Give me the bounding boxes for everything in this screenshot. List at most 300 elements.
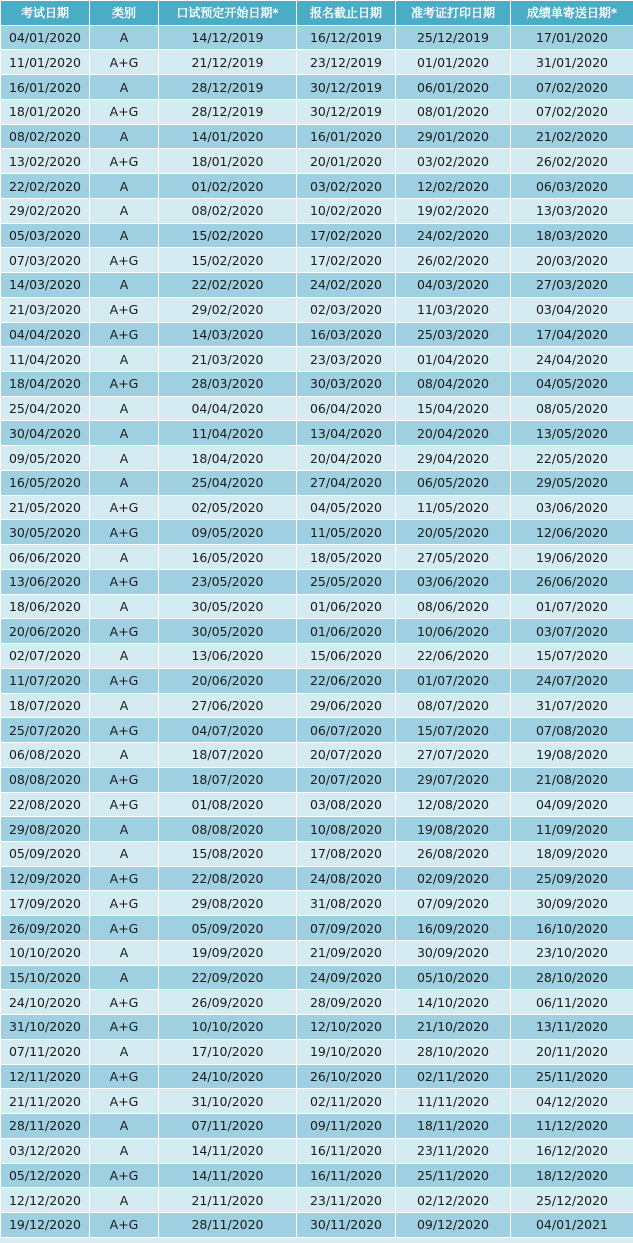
cell-exam-date: 30/04/2020 <box>1 421 90 446</box>
table-row <box>1 866 633 891</box>
cell-category: A <box>90 396 159 421</box>
cell-speaking-start-date: 18/04/2020 <box>159 446 297 471</box>
cell-score-report-date: 08/05/2020 <box>511 396 633 421</box>
cell-exam-date: 07/11/2020 <box>1 1039 90 1064</box>
cell-speaking-start-date: 14/01/2020 <box>159 124 297 149</box>
cell-exam-date: 30/05/2020 <box>1 520 90 545</box>
cell-speaking-start-date: 28/12/2019 <box>159 99 297 124</box>
cell-category: A+G <box>90 767 159 792</box>
cell-admission-ticket-date: 29/04/2020 <box>396 446 511 471</box>
header-score-report-date: 成绩单寄送日期* <box>511 1 633 26</box>
cell-registration-deadline: 16/12/2019 <box>297 25 396 50</box>
cell-score-report-date: 31/01/2020 <box>511 50 633 75</box>
cell-speaking-start-date: 23/05/2020 <box>159 569 297 594</box>
cell-category: A+G <box>90 619 159 644</box>
cell-exam-date: 17/09/2020 <box>1 891 90 916</box>
cell-category: A <box>90 347 159 372</box>
cell-speaking-start-date: 29/02/2020 <box>159 297 297 322</box>
table-row <box>1 545 633 570</box>
cell-category: A <box>90 817 159 842</box>
table-row <box>1 520 633 545</box>
cell-registration-deadline: 20/07/2020 <box>297 743 396 768</box>
cell-speaking-start-date: 05/09/2020 <box>159 916 297 941</box>
cell-exam-date: 07/03/2020 <box>1 248 90 273</box>
table-row <box>1 1114 633 1139</box>
cell-score-report-date: 20/11/2020 <box>511 1039 633 1064</box>
cell-score-report-date: 06/11/2020 <box>511 990 633 1015</box>
header-category: 类别 <box>90 1 159 26</box>
cell-category: A+G <box>90 1163 159 1188</box>
cell-category: A <box>90 174 159 199</box>
cell-speaking-start-date: 28/03/2020 <box>159 372 297 397</box>
cell-admission-ticket-date: 01/01/2020 <box>396 50 511 75</box>
cell-speaking-start-date: 13/06/2020 <box>159 644 297 669</box>
cell-registration-deadline: 30/11/2020 <box>297 1212 396 1237</box>
table-row <box>1 965 633 990</box>
cell-category: A <box>90 75 159 100</box>
cell-score-report-date: 31/07/2020 <box>511 693 633 718</box>
cell-category: A <box>90 594 159 619</box>
table-row <box>1 1064 633 1089</box>
cell-score-report-date: 04/09/2020 <box>511 792 633 817</box>
cell-category: A <box>90 1039 159 1064</box>
cell-admission-ticket-date: 16/09/2020 <box>396 916 511 941</box>
cell-admission-ticket-date: 24/02/2020 <box>396 223 511 248</box>
cell-speaking-start-date: 11/04/2020 <box>159 421 297 446</box>
cell-admission-ticket-date: 01/04/2020 <box>396 347 511 372</box>
table-row <box>1 990 633 1015</box>
cell-exam-date: 25/04/2020 <box>1 396 90 421</box>
cell-admission-ticket-date: 20/05/2020 <box>396 520 511 545</box>
cell-admission-ticket-date: 14/10/2020 <box>396 990 511 1015</box>
cell-exam-date: 06/06/2020 <box>1 545 90 570</box>
cell-category: A <box>90 470 159 495</box>
cell-registration-deadline: 21/09/2020 <box>297 940 396 965</box>
cell-admission-ticket-date: 06/05/2020 <box>396 470 511 495</box>
table-row <box>1 421 633 446</box>
cell-registration-deadline: 24/08/2020 <box>297 866 396 891</box>
cell-category: A <box>90 273 159 298</box>
cell-score-report-date: 22/05/2020 <box>511 446 633 471</box>
cell-admission-ticket-date: 18/11/2020 <box>396 1114 511 1139</box>
cell-admission-ticket-date: 29/07/2020 <box>396 767 511 792</box>
table-row <box>1 372 633 397</box>
cell-speaking-start-date: 15/02/2020 <box>159 248 297 273</box>
cell-speaking-start-date: 22/02/2020 <box>159 273 297 298</box>
cell-registration-deadline: 25/05/2020 <box>297 569 396 594</box>
cell-exam-date: 11/04/2020 <box>1 347 90 372</box>
cell-admission-ticket-date: 27/05/2020 <box>396 545 511 570</box>
cell-exam-date: 29/02/2020 <box>1 198 90 223</box>
cell-score-report-date: 03/04/2020 <box>511 297 633 322</box>
cell-exam-date: 10/10/2020 <box>1 940 90 965</box>
cell-registration-deadline: 16/11/2020 <box>297 1163 396 1188</box>
cell-exam-date: 20/06/2020 <box>1 619 90 644</box>
cell-admission-ticket-date: 06/01/2020 <box>396 75 511 100</box>
cell-category: A <box>90 841 159 866</box>
cell-score-report-date: 26/06/2020 <box>511 569 633 594</box>
cell-admission-ticket-date: 09/12/2020 <box>396 1212 511 1237</box>
cell-speaking-start-date: 28/12/2019 <box>159 75 297 100</box>
cell-registration-deadline: 23/12/2019 <box>297 50 396 75</box>
cell-registration-deadline: 03/08/2020 <box>297 792 396 817</box>
table-row <box>1 767 633 792</box>
table-row <box>1 248 633 273</box>
cell-registration-deadline: 28/09/2020 <box>297 990 396 1015</box>
cell-category: A <box>90 124 159 149</box>
cell-exam-date: 29/08/2020 <box>1 817 90 842</box>
cell-category: A <box>90 545 159 570</box>
cell-registration-deadline: 04/05/2020 <box>297 495 396 520</box>
cell-exam-date: 04/01/2020 <box>1 25 90 50</box>
cell-category: A+G <box>90 297 159 322</box>
cell-category: A+G <box>90 866 159 891</box>
table-row <box>1 470 633 495</box>
cell-speaking-start-date: 10/10/2020 <box>159 1015 297 1040</box>
cell-category: A+G <box>90 50 159 75</box>
cell-admission-ticket-date: 08/06/2020 <box>396 594 511 619</box>
cell-speaking-start-date: 29/08/2020 <box>159 891 297 916</box>
cell-score-report-date: 13/11/2020 <box>511 1015 633 1040</box>
table-row <box>1 817 633 842</box>
cell-category: A <box>90 965 159 990</box>
cell-registration-deadline: 12/10/2020 <box>297 1015 396 1040</box>
cell-admission-ticket-date: 08/01/2020 <box>396 99 511 124</box>
cell-speaking-start-date: 28/11/2020 <box>159 1212 297 1237</box>
cell-registration-deadline: 23/11/2020 <box>297 1188 396 1213</box>
cell-score-report-date: 12/06/2020 <box>511 520 633 545</box>
cell-category: A+G <box>90 149 159 174</box>
header-registration-deadline: 报名截止日期 <box>297 1 396 26</box>
table-row <box>1 718 633 743</box>
cell-score-report-date: 25/11/2020 <box>511 1064 633 1089</box>
cell-score-report-date: 16/12/2020 <box>511 1138 633 1163</box>
table-row <box>1 891 633 916</box>
cell-category: A+G <box>90 1015 159 1040</box>
cell-score-report-date: 19/08/2020 <box>511 743 633 768</box>
table-row <box>1 25 633 50</box>
cell-category: A+G <box>90 248 159 273</box>
cell-score-report-date: 11/12/2020 <box>511 1114 633 1139</box>
cell-exam-date: 12/11/2020 <box>1 1064 90 1089</box>
cell-exam-date: 31/10/2020 <box>1 1015 90 1040</box>
cell-exam-date: 05/03/2020 <box>1 223 90 248</box>
cell-admission-ticket-date: 08/04/2020 <box>396 372 511 397</box>
cell-speaking-start-date: 14/03/2020 <box>159 322 297 347</box>
cell-category: A <box>90 940 159 965</box>
cell-speaking-start-date: 08/02/2020 <box>159 198 297 223</box>
cell-speaking-start-date: 14/11/2020 <box>159 1163 297 1188</box>
cell-admission-ticket-date: 28/10/2020 <box>396 1039 511 1064</box>
cell-admission-ticket-date: 30/09/2020 <box>396 940 511 965</box>
cell-category: A+G <box>90 99 159 124</box>
cell-category: A <box>90 743 159 768</box>
cell-exam-date: 25/07/2020 <box>1 718 90 743</box>
cell-exam-date: 03/12/2020 <box>1 1138 90 1163</box>
table-row <box>1 792 633 817</box>
table-row <box>1 693 633 718</box>
cell-registration-deadline: 03/02/2020 <box>297 174 396 199</box>
cell-speaking-start-date: 30/05/2020 <box>159 594 297 619</box>
cell-exam-date: 16/05/2020 <box>1 470 90 495</box>
cell-exam-date: 18/01/2020 <box>1 99 90 124</box>
cell-registration-deadline: 26/10/2020 <box>297 1064 396 1089</box>
cell-registration-deadline: 06/07/2020 <box>297 718 396 743</box>
cell-admission-ticket-date: 03/06/2020 <box>396 569 511 594</box>
cell-admission-ticket-date: 25/11/2020 <box>396 1163 511 1188</box>
cell-score-report-date: 18/12/2020 <box>511 1163 633 1188</box>
table-row <box>1 273 633 298</box>
cell-speaking-start-date: 22/08/2020 <box>159 866 297 891</box>
cell-registration-deadline: 22/06/2020 <box>297 668 396 693</box>
cell-admission-ticket-date: 22/06/2020 <box>396 644 511 669</box>
table-row <box>1 1188 633 1213</box>
cell-admission-ticket-date: 02/12/2020 <box>396 1188 511 1213</box>
cell-category: A <box>90 1114 159 1139</box>
cell-registration-deadline: 20/07/2020 <box>297 767 396 792</box>
cell-exam-date: 18/06/2020 <box>1 594 90 619</box>
cell-speaking-start-date: 01/02/2020 <box>159 174 297 199</box>
cell-admission-ticket-date: 01/07/2020 <box>396 668 511 693</box>
cell-score-report-date: 01/07/2020 <box>511 594 633 619</box>
cell-speaking-start-date: 21/11/2020 <box>159 1188 297 1213</box>
cell-exam-date: 05/09/2020 <box>1 841 90 866</box>
cell-exam-date: 11/01/2020 <box>1 50 90 75</box>
cell-speaking-start-date: 15/02/2020 <box>159 223 297 248</box>
cell-exam-date: 12/09/2020 <box>1 866 90 891</box>
cell-registration-deadline: 15/06/2020 <box>297 644 396 669</box>
header-exam-date: 考试日期 <box>1 1 90 26</box>
cell-category: A+G <box>90 1089 159 1114</box>
cell-speaking-start-date: 04/07/2020 <box>159 718 297 743</box>
cell-registration-deadline: 02/03/2020 <box>297 297 396 322</box>
cell-exam-date: 15/10/2020 <box>1 965 90 990</box>
cell-score-report-date: 23/10/2020 <box>511 940 633 965</box>
cell-admission-ticket-date: 05/10/2020 <box>396 965 511 990</box>
cell-category: A+G <box>90 990 159 1015</box>
cell-admission-ticket-date: 10/06/2020 <box>396 619 511 644</box>
cell-speaking-start-date: 19/09/2020 <box>159 940 297 965</box>
cell-speaking-start-date: 24/10/2020 <box>159 1064 297 1089</box>
cell-score-report-date: 24/04/2020 <box>511 347 633 372</box>
cell-score-report-date: 03/06/2020 <box>511 495 633 520</box>
cell-category: A <box>90 1188 159 1213</box>
cell-speaking-start-date: 26/09/2020 <box>159 990 297 1015</box>
cell-speaking-start-date: 20/06/2020 <box>159 668 297 693</box>
cell-registration-deadline: 30/12/2019 <box>297 75 396 100</box>
cell-speaking-start-date: 07/11/2020 <box>159 1114 297 1139</box>
cell-category: A+G <box>90 668 159 693</box>
cell-score-report-date: 11/09/2020 <box>511 817 633 842</box>
cell-speaking-start-date: 31/10/2020 <box>159 1089 297 1114</box>
cell-score-report-date: 16/10/2020 <box>511 916 633 941</box>
cell-exam-date: 08/02/2020 <box>1 124 90 149</box>
cell-exam-date: 21/03/2020 <box>1 297 90 322</box>
table-row <box>1 1039 633 1064</box>
cell-registration-deadline: 24/02/2020 <box>297 273 396 298</box>
cell-exam-date: 12/12/2020 <box>1 1188 90 1213</box>
cell-category: A+G <box>90 1212 159 1237</box>
cell-speaking-start-date: 18/01/2020 <box>159 149 297 174</box>
table-row <box>1 1015 633 1040</box>
cell-exam-date: 09/05/2020 <box>1 446 90 471</box>
cell-speaking-start-date: 14/12/2019 <box>159 25 297 50</box>
cell-speaking-start-date: 21/12/2019 <box>159 50 297 75</box>
table-row <box>1 841 633 866</box>
cell-registration-deadline: 31/08/2020 <box>297 891 396 916</box>
cell-exam-date: 02/07/2020 <box>1 644 90 669</box>
cell-admission-ticket-date: 21/10/2020 <box>396 1015 511 1040</box>
table-row <box>1 198 633 223</box>
cell-exam-date: 13/06/2020 <box>1 569 90 594</box>
cell-category: A <box>90 223 159 248</box>
cell-admission-ticket-date: 02/09/2020 <box>396 866 511 891</box>
cell-registration-deadline: 10/02/2020 <box>297 198 396 223</box>
cell-exam-date: 13/02/2020 <box>1 149 90 174</box>
table-row <box>1 124 633 149</box>
cell-category: A+G <box>90 792 159 817</box>
cell-score-report-date: 21/02/2020 <box>511 124 633 149</box>
cell-admission-ticket-date: 26/02/2020 <box>396 248 511 273</box>
table-row <box>1 149 633 174</box>
cell-registration-deadline: 09/11/2020 <box>297 1114 396 1139</box>
cell-score-report-date: 29/05/2020 <box>511 470 633 495</box>
cell-registration-deadline: 16/11/2020 <box>297 1138 396 1163</box>
cell-admission-ticket-date: 04/03/2020 <box>396 273 511 298</box>
cell-admission-ticket-date: 26/08/2020 <box>396 841 511 866</box>
cell-registration-deadline: 11/05/2020 <box>297 520 396 545</box>
cell-speaking-start-date: 25/04/2020 <box>159 470 297 495</box>
cell-exam-date: 04/04/2020 <box>1 322 90 347</box>
cell-registration-deadline: 30/12/2019 <box>297 99 396 124</box>
cell-exam-date: 18/04/2020 <box>1 372 90 397</box>
table-row <box>1 1138 633 1163</box>
cell-registration-deadline: 17/08/2020 <box>297 841 396 866</box>
cell-admission-ticket-date: 11/03/2020 <box>396 297 511 322</box>
cell-admission-ticket-date: 11/05/2020 <box>396 495 511 520</box>
cell-registration-deadline: 20/01/2020 <box>297 149 396 174</box>
cell-admission-ticket-date: 12/08/2020 <box>396 792 511 817</box>
table-row <box>1 940 633 965</box>
cell-registration-deadline: 29/06/2020 <box>297 693 396 718</box>
table-row <box>1 99 633 124</box>
cell-score-report-date: 07/08/2020 <box>511 718 633 743</box>
cell-score-report-date: 15/07/2020 <box>511 644 633 669</box>
cell-category: A+G <box>90 520 159 545</box>
cell-score-report-date: 28/10/2020 <box>511 965 633 990</box>
table-row <box>1 396 633 421</box>
cell-score-report-date: 26/02/2020 <box>511 149 633 174</box>
cell-score-report-date: 27/03/2020 <box>511 273 633 298</box>
cell-admission-ticket-date: 19/02/2020 <box>396 198 511 223</box>
cell-score-report-date: 07/02/2020 <box>511 75 633 100</box>
table-row <box>1 644 633 669</box>
cell-registration-deadline: 07/09/2020 <box>297 916 396 941</box>
cell-score-report-date: 25/12/2020 <box>511 1188 633 1213</box>
table-row <box>1 174 633 199</box>
cell-exam-date: 06/08/2020 <box>1 743 90 768</box>
cell-registration-deadline: 10/08/2020 <box>297 817 396 842</box>
cell-category: A <box>90 421 159 446</box>
cell-score-report-date: 19/06/2020 <box>511 545 633 570</box>
cell-category: A+G <box>90 891 159 916</box>
table-row <box>1 297 633 322</box>
cell-admission-ticket-date: 19/08/2020 <box>396 817 511 842</box>
cell-score-report-date: 18/09/2020 <box>511 841 633 866</box>
table-row <box>1 668 633 693</box>
cell-speaking-start-date: 21/03/2020 <box>159 347 297 372</box>
cell-score-report-date: 13/03/2020 <box>511 198 633 223</box>
cell-category: A+G <box>90 916 159 941</box>
cell-category: A <box>90 25 159 50</box>
cell-exam-date: 19/12/2020 <box>1 1212 90 1237</box>
cell-score-report-date: 30/09/2020 <box>511 891 633 916</box>
cell-category: A+G <box>90 495 159 520</box>
cell-score-report-date: 07/02/2020 <box>511 99 633 124</box>
cell-score-report-date: 04/12/2020 <box>511 1089 633 1114</box>
cell-registration-deadline: 16/03/2020 <box>297 322 396 347</box>
header-row <box>1 1 633 26</box>
table-row <box>1 223 633 248</box>
cell-admission-ticket-date: 12/02/2020 <box>396 174 511 199</box>
table-row <box>1 569 633 594</box>
cell-registration-deadline: 01/06/2020 <box>297 594 396 619</box>
cell-registration-deadline: 27/04/2020 <box>297 470 396 495</box>
cell-admission-ticket-date: 27/07/2020 <box>396 743 511 768</box>
cell-registration-deadline: 17/02/2020 <box>297 248 396 273</box>
cell-category: A <box>90 1138 159 1163</box>
cell-registration-deadline: 30/03/2020 <box>297 372 396 397</box>
cell-exam-date: 21/05/2020 <box>1 495 90 520</box>
cell-exam-date: 16/01/2020 <box>1 75 90 100</box>
cell-speaking-start-date: 14/11/2020 <box>159 1138 297 1163</box>
cell-speaking-start-date: 01/08/2020 <box>159 792 297 817</box>
table-header <box>1 1 633 26</box>
table-row <box>1 75 633 100</box>
cell-speaking-start-date: 04/04/2020 <box>159 396 297 421</box>
table-row <box>1 1163 633 1188</box>
table-row <box>1 347 633 372</box>
cell-speaking-start-date: 30/05/2020 <box>159 619 297 644</box>
cell-score-report-date: 13/05/2020 <box>511 421 633 446</box>
cell-exam-date: 11/07/2020 <box>1 668 90 693</box>
cell-category: A+G <box>90 322 159 347</box>
cell-category: A+G <box>90 569 159 594</box>
cell-admission-ticket-date: 15/07/2020 <box>396 718 511 743</box>
cell-admission-ticket-date: 02/11/2020 <box>396 1064 511 1089</box>
cell-admission-ticket-date: 20/04/2020 <box>396 421 511 446</box>
table-row <box>1 916 633 941</box>
cell-admission-ticket-date: 03/02/2020 <box>396 149 511 174</box>
cell-speaking-start-date: 17/10/2020 <box>159 1039 297 1064</box>
cell-admission-ticket-date: 25/03/2020 <box>396 322 511 347</box>
cell-admission-ticket-date: 07/09/2020 <box>396 891 511 916</box>
cell-exam-date: 18/07/2020 <box>1 693 90 718</box>
cell-category: A+G <box>90 718 159 743</box>
cell-score-report-date: 17/01/2020 <box>511 25 633 50</box>
table-row <box>1 743 633 768</box>
table-row <box>1 495 633 520</box>
cell-score-report-date: 03/07/2020 <box>511 619 633 644</box>
cell-score-report-date: 06/03/2020 <box>511 174 633 199</box>
table-row <box>1 322 633 347</box>
cell-registration-deadline: 16/01/2020 <box>297 124 396 149</box>
cell-exam-date: 22/08/2020 <box>1 792 90 817</box>
cell-speaking-start-date: 18/07/2020 <box>159 767 297 792</box>
cell-registration-deadline: 01/06/2020 <box>297 619 396 644</box>
cell-registration-deadline: 23/03/2020 <box>297 347 396 372</box>
cell-speaking-start-date: 08/08/2020 <box>159 817 297 842</box>
